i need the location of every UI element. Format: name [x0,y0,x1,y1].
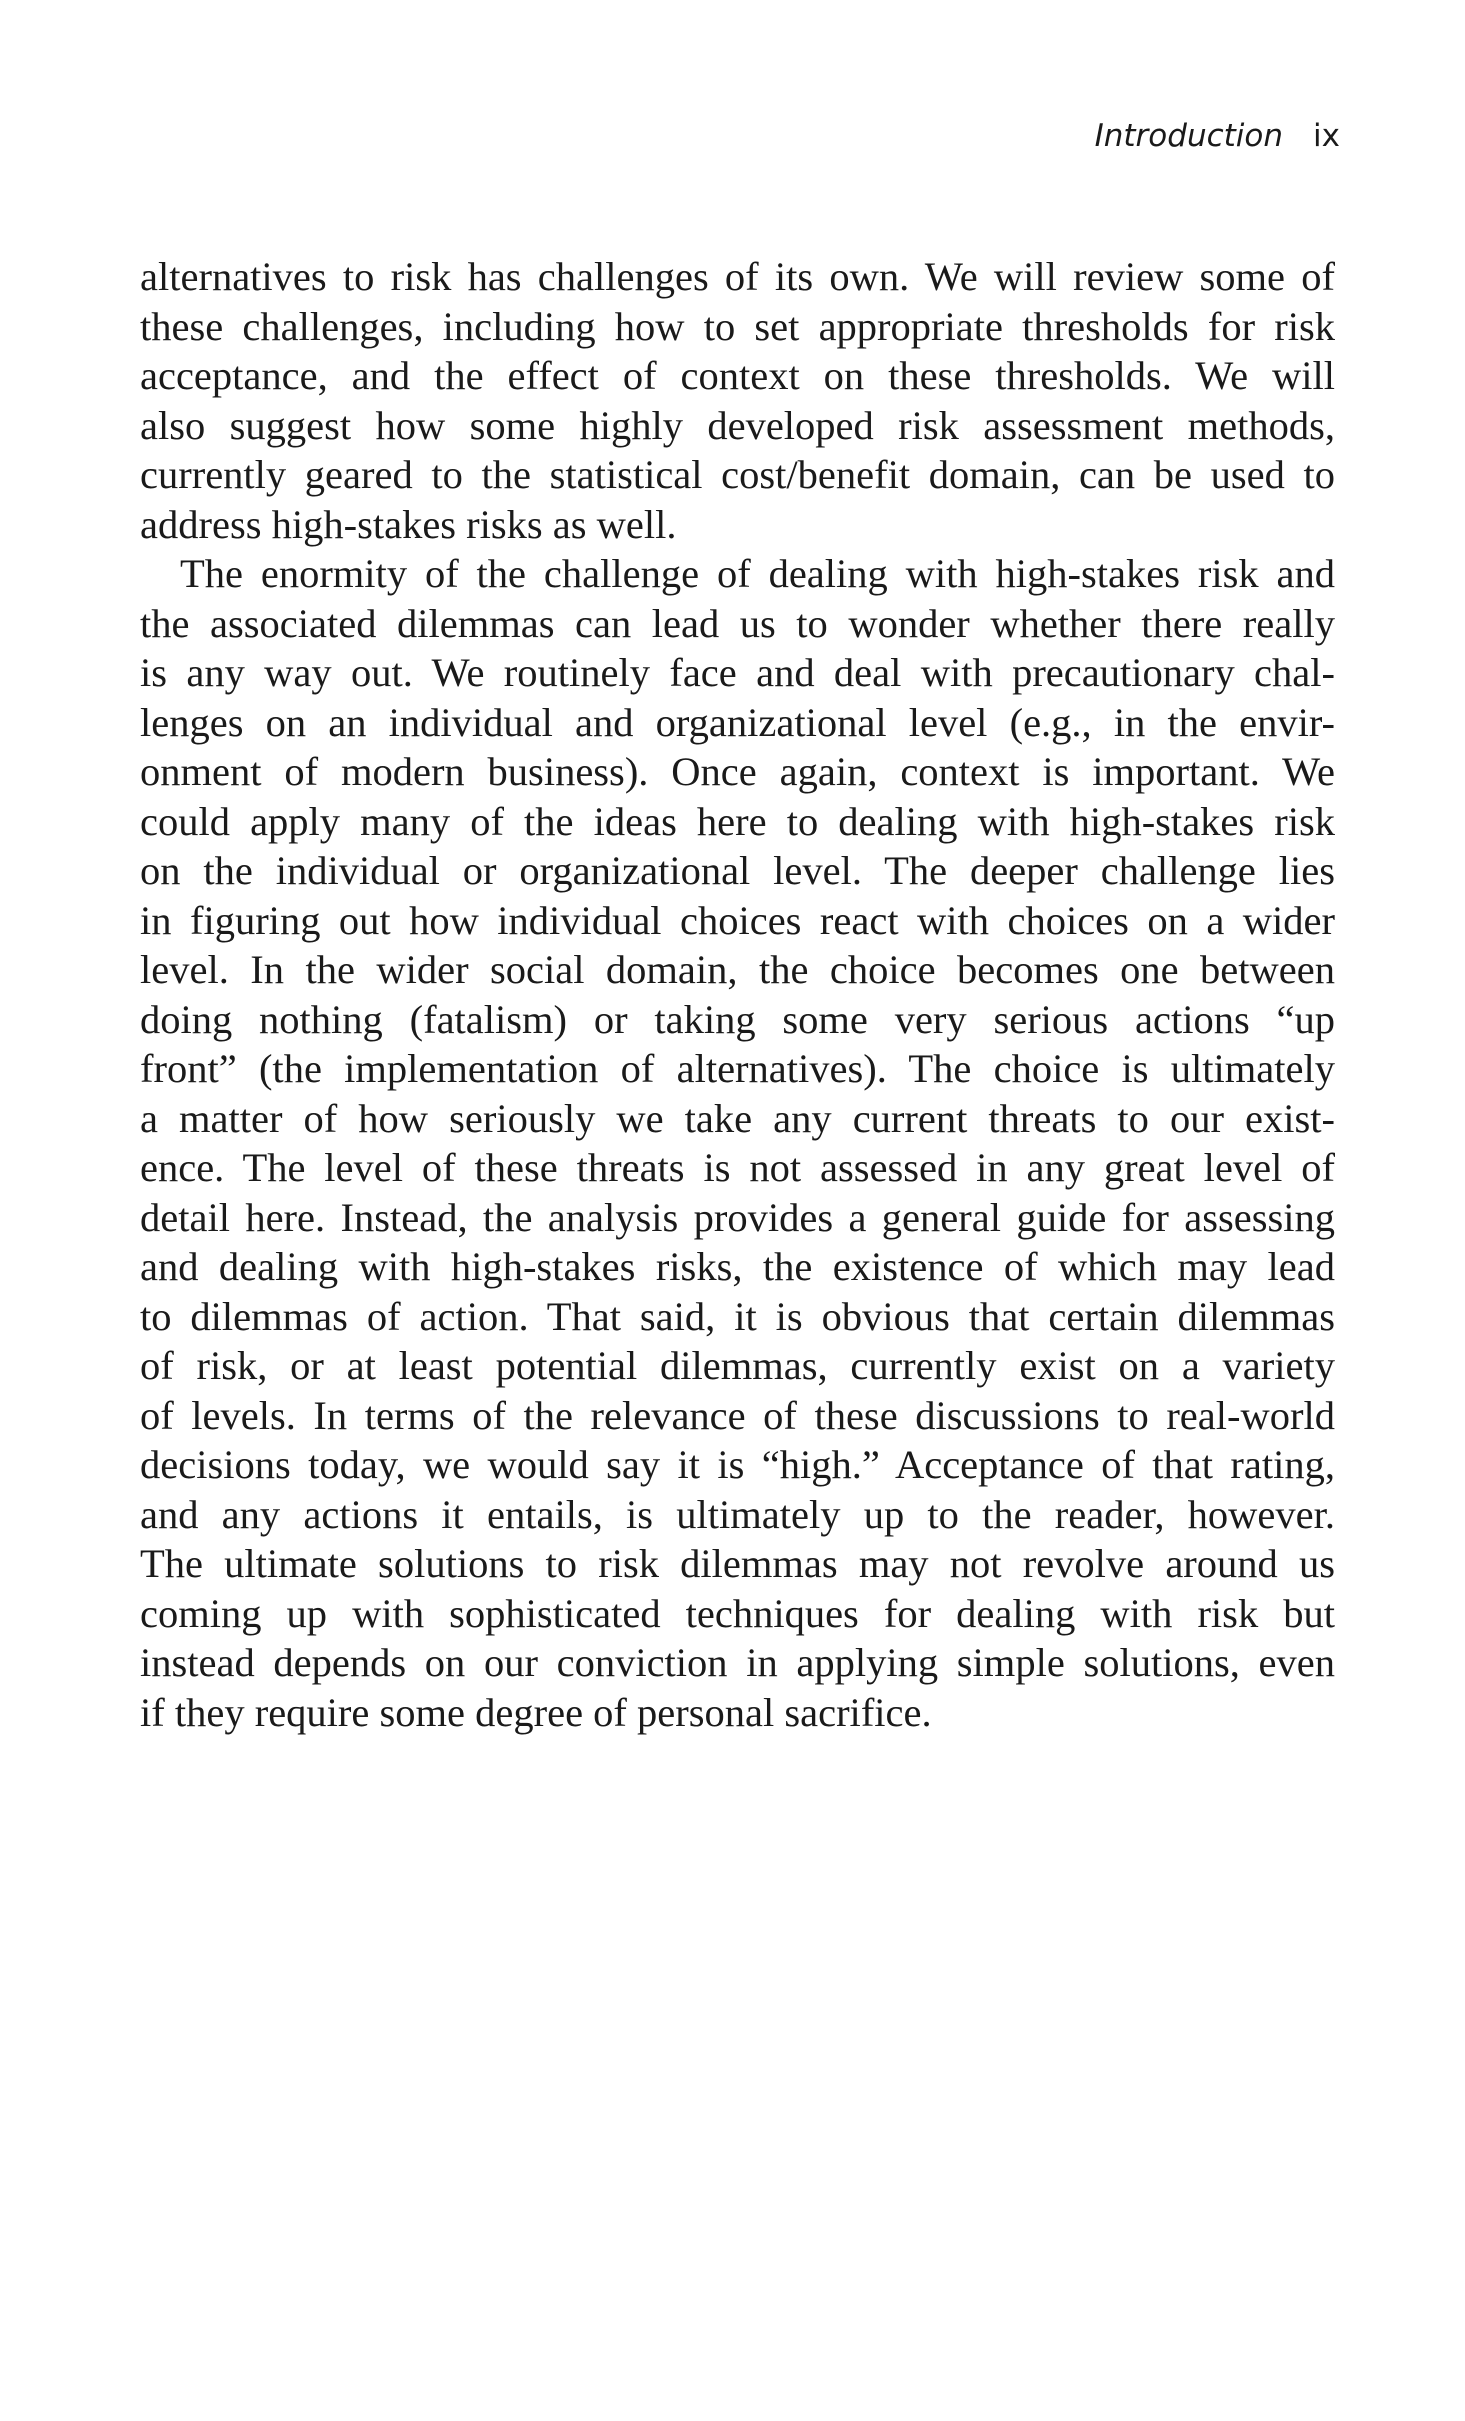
running-head [1095,118,1340,154]
text-line: the associated dilemmas can lead us to wonder whether there really [140,600,1335,646]
text-line: doing nothing (fatalism) or taking some very serious actions “up [140,996,1335,1042]
text-line: a matter of how seriously we take any current threats to our exist- [140,1095,1335,1141]
text-line: ence. The level of these threats is not assessed in any great level of [140,1145,1335,1190]
text-line: decisions today, we would say it is “high.” Acceptance of that rating, [140,1442,1335,1487]
text-line: could apply many of the ideas here to dealing with high-stakes risk [140,798,1335,844]
text-line: these challenges, including how to set appropriate thresholds for risk [140,303,1335,349]
text-line: and any actions it entails, is ultimately up to the reader, however. [140,1491,1335,1537]
text-line: acceptance, and the effect of context on these thresholds. We will [140,353,1335,398]
text-line: in figuring out how individual choices react with choices on a wider [140,897,1335,943]
text-line: and dealing with high-stakes risks, the existence of which may lead [140,1244,1335,1289]
text-line: alternatives to risk has challenges of its own. We will review some of [140,254,1335,299]
text-line: coming up with sophisticated techniques for dealing with risk but [140,1590,1335,1636]
body-text [140,252,1335,1737]
paragraph [140,252,1335,549]
text-line: The enormity of the challenge of dealing with high-stakes risk and [180,551,1335,596]
text-line: on the individual or organizational level. The deeper challenge lies [140,848,1335,893]
text-line: front” (the implementation of alternatives). The choice is ultimately [140,1046,1335,1091]
text-line: address high-stakes risks as well. [140,501,677,547]
text-line: currently geared to the statistical cost/benefit domain, can be used to [140,452,1335,497]
text-line: is any way out. We routinely face and deal with precautionary chal- [140,650,1335,695]
text-line: also suggest how some highly developed risk assessment methods, [140,402,1335,448]
text-line: if they require some degree of personal sacrifice. [140,1689,932,1735]
text-line: onment of modern business). Once again, context is important. We [140,749,1335,794]
text-line: of risk, or at least potential dilemmas, currently exist on a variety [140,1343,1335,1388]
page-number: ix [1313,118,1340,154]
running-head-section: Introduction [1094,118,1284,154]
text-line: to dilemmas of action. That said, it is obvious that certain dilemmas [140,1293,1335,1339]
text-line: The ultimate solutions to risk dilemmas may not revolve around us [140,1541,1335,1586]
paragraph [140,549,1335,1737]
text-line: level. In the wider social domain, the choice becomes one between [140,947,1335,992]
text-line: lenges on an individual and organizational level (e.g., in the envir- [140,699,1335,745]
text-line: instead depends on our conviction in applying simple solutions, even [140,1640,1335,1685]
text-line: detail here. Instead, the analysis provides a general guide for assessing [140,1194,1335,1240]
text-line: of levels. In terms of the relevance of these discussions to real-world [140,1392,1335,1438]
